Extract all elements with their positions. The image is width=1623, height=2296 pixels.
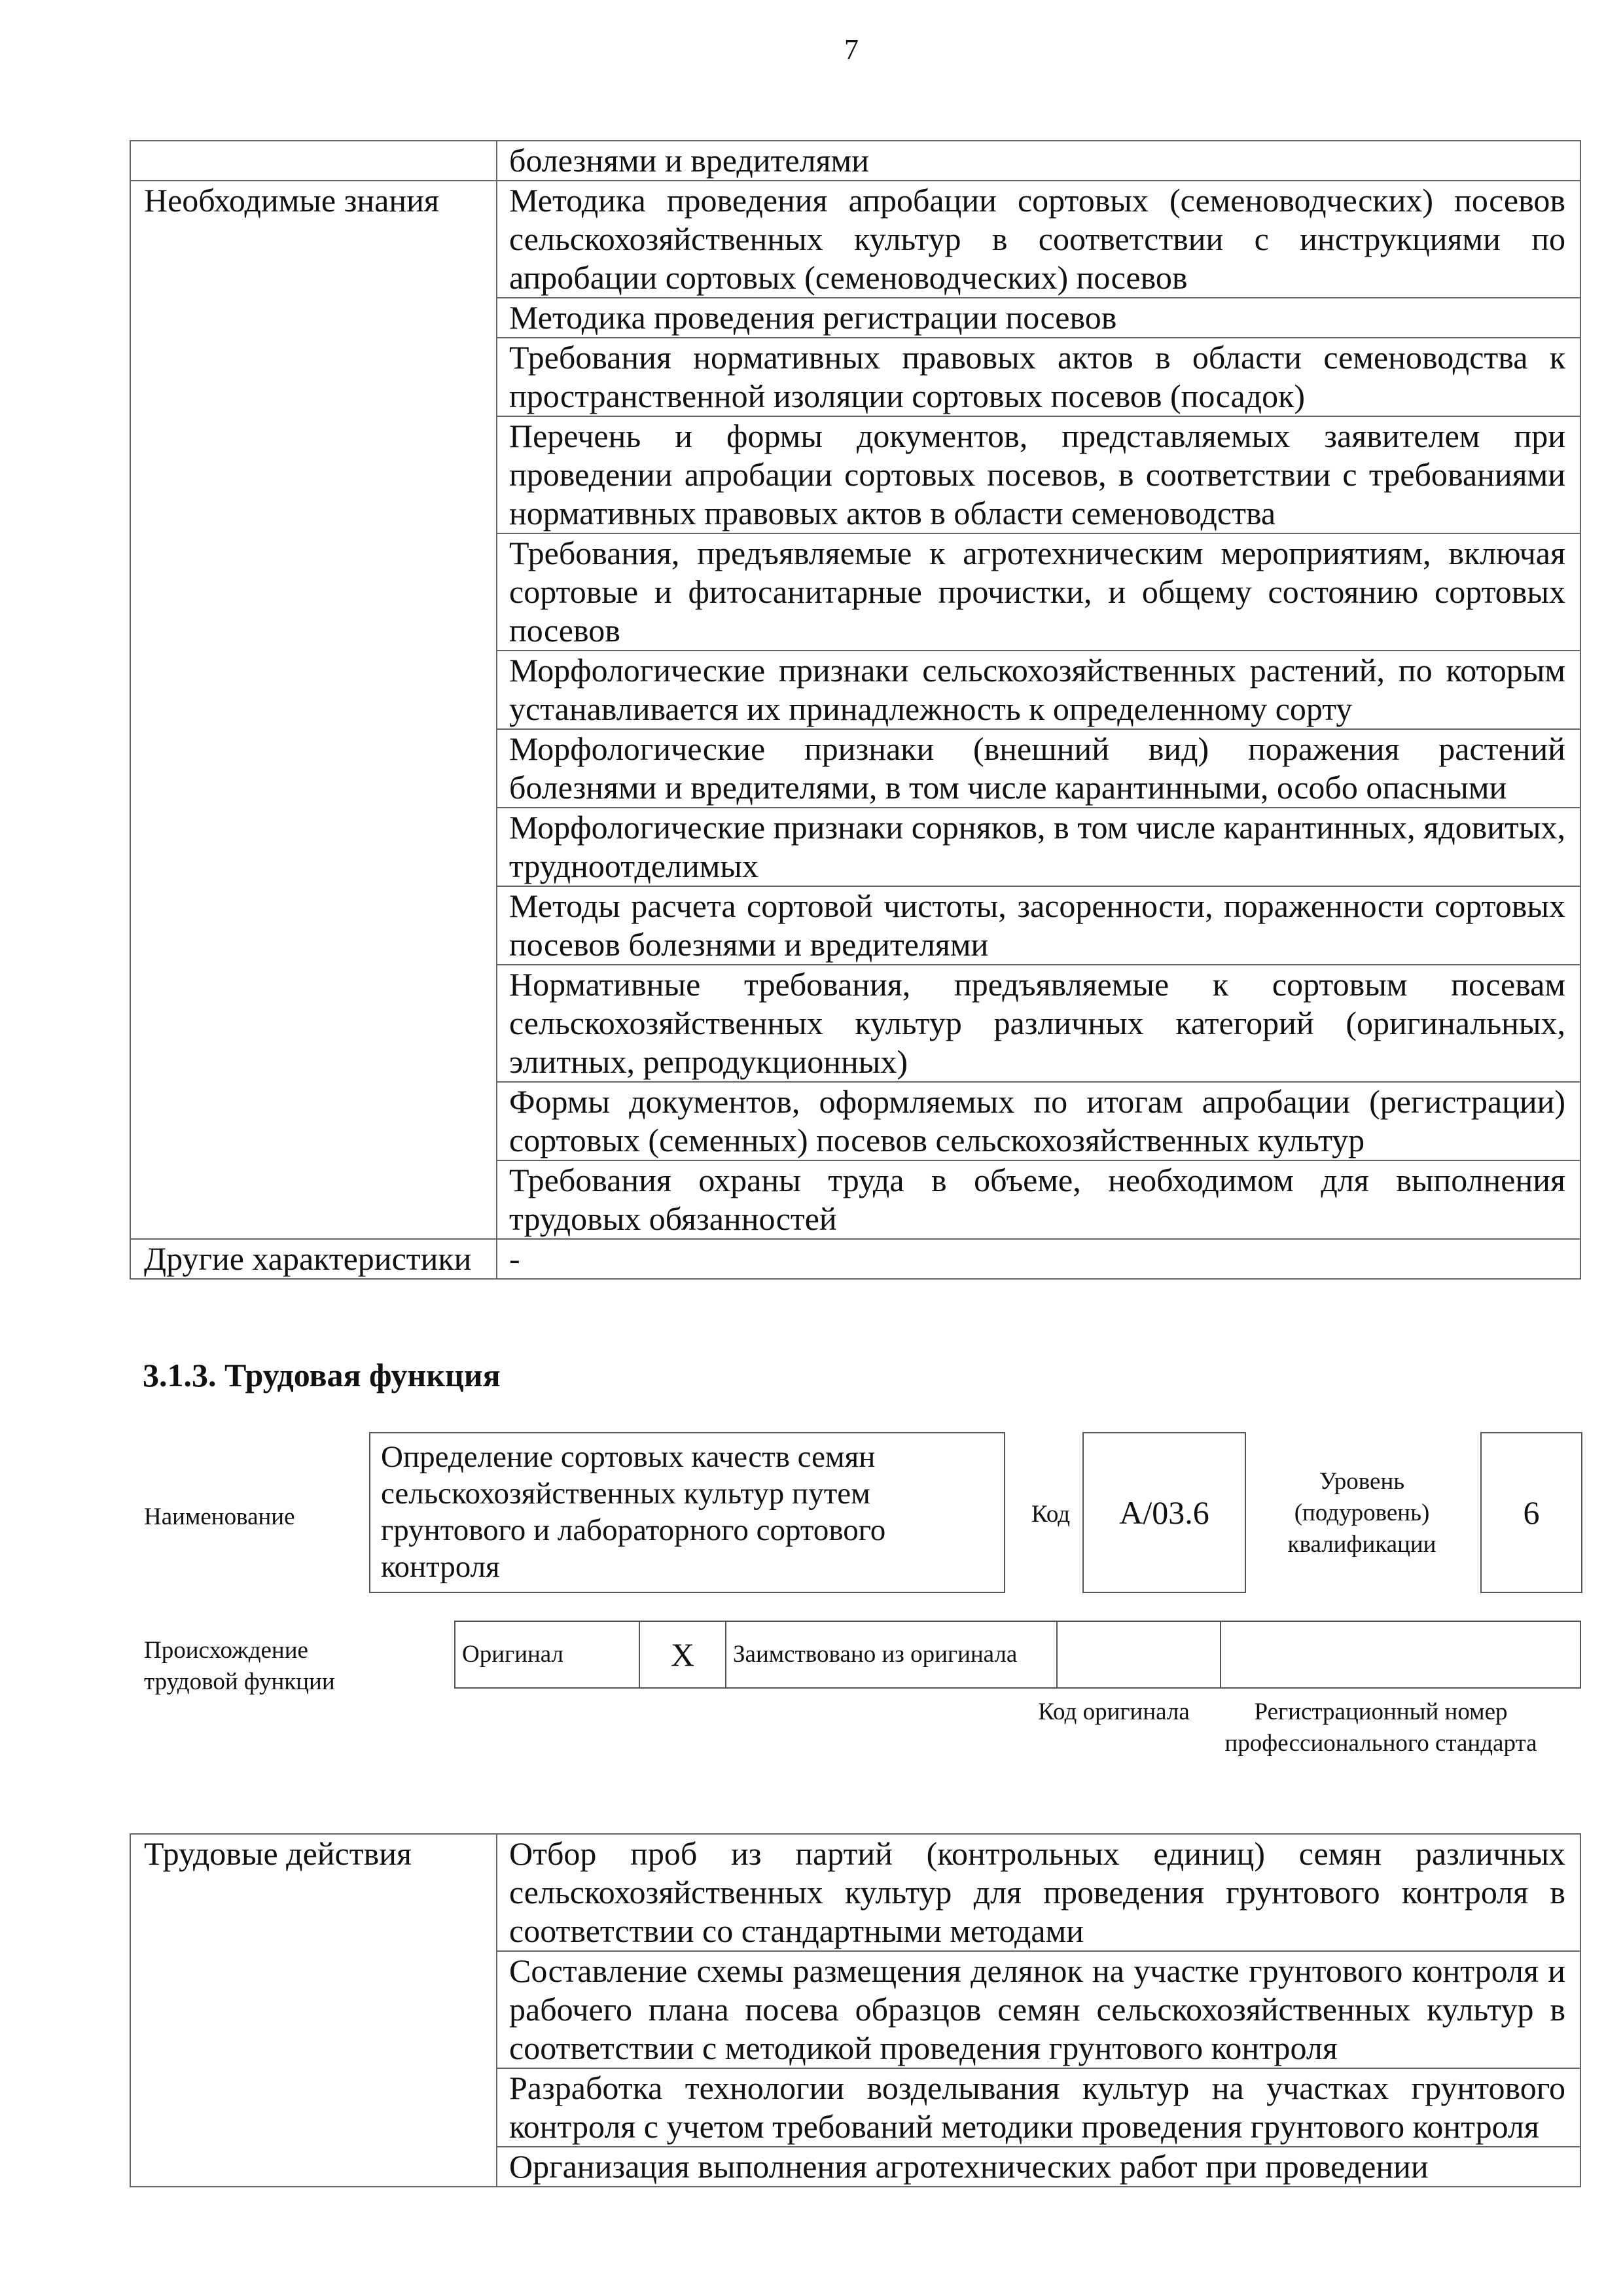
knowledge-item: Формы документов, оформляемых по итогам апробации (регистрации) сортовых (семенных) посевов сельскохозяйственных культур — [497, 1082, 1580, 1160]
actions-label: Трудовые действия — [130, 1834, 497, 2187]
original-label: Оригинал — [455, 1621, 639, 1688]
section-heading: 3.1.3. Трудовая функция — [143, 1357, 501, 1393]
action-item: Отбор проб из партий (контрольных единиц) семян различных сельскохозяйственных культур для проведения грунтового контроля в соответствии со стандартными методами — [497, 1834, 1580, 1951]
knowledge-item: Перечень и формы документов, представляемых заявителем при проведении апробации сортовых посевов, в соответствии с требованиями нормативных правовых актов в области семеноводства — [497, 416, 1580, 533]
other-characteristics-value: - — [497, 1239, 1580, 1279]
knowledge-item: Морфологические признаки сорняков, в том числе карантинных, ядовитых, трудноотделимых — [497, 808, 1580, 886]
knowledge-item: Требования, предъявляемые к агротехническим мероприятиям, включая сортовые и фитосанитарные прочистки, и общему состоянию сортовых посевов — [497, 533, 1580, 651]
table-row — [455, 1621, 1580, 1688]
code-original-cell — [1057, 1621, 1221, 1688]
knowledge-table — [130, 140, 1581, 1280]
table-row — [130, 1239, 1580, 1279]
other-characteristics-label: Другие характеристики — [130, 1239, 497, 1279]
page-number: 7 — [844, 33, 859, 65]
level-value-box: 6 — [1480, 1432, 1582, 1593]
table-row — [130, 181, 1580, 298]
knowledge-item: Требования охраны труда в объеме, необходимом для выполнения трудовых обязанностей — [497, 1160, 1580, 1239]
knowledge-item: Нормативные требования, предъявляемые к сортовым посевам сельскохозяйственных культур различных категорий (оригинальных, элитных, репродукционных) — [497, 965, 1580, 1082]
knowledge-item: Методы расчета сортовой чистоты, засоренности, пораженности сортовых посевов болезнями и вредителями — [497, 886, 1580, 965]
actions-table — [130, 1833, 1581, 2187]
original-mark: X — [639, 1621, 726, 1688]
function-name-box: Определение сортовых качеств семян сельскохозяйственных культур путем грунтового и лабораторного сортового контроля — [369, 1432, 1005, 1593]
knowledge-item: Методика проведения апробации сортовых (семеноводческих) посевов сельскохозяйственных культур в соответствии с инструкциями по апробации сортовых (семеноводческих) посевов — [497, 181, 1580, 298]
reg-number-caption: Регистрационный номер профессионального стандарта — [1224, 1698, 1537, 1757]
table-cell-empty — [130, 141, 497, 181]
knowledge-item: Морфологические признаки сельскохозяйственных растений, по которым устанавливается их принадлежность к определенному сорту — [497, 651, 1580, 729]
name-label: Наименование — [144, 1503, 295, 1530]
action-item: Составление схемы размещения делянок на участке грунтового контроля и рабочего плана посева образцов семян сельскохозяйственных культур в соответствии с методикой проведения грунтового контроля — [497, 1951, 1580, 2068]
table-row — [130, 1834, 1580, 1951]
origin-label: Происхождение трудовой функции — [144, 1637, 335, 1695]
origin-table — [454, 1621, 1581, 1689]
code-value-box: А/03.6 — [1082, 1432, 1246, 1593]
table-row — [130, 141, 1580, 181]
action-item: Разработка технологии возделывания культур на участках грунтового контроля с учетом требований методики проведения грунтового контроля — [497, 2068, 1580, 2147]
code-original-caption: Код оригинала — [1038, 1698, 1190, 1725]
level-label: Уровень (подуровень) квалификации — [1287, 1468, 1436, 1558]
knowledge-item: Требования нормативных правовых актов в области семеноводства к пространственной изоляции сортовых посевов (посадок) — [497, 338, 1580, 416]
knowledge-item: Морфологические признаки (внешний вид) поражения растений болезнями и вредителями, в том числе карантинными, особо опасными — [497, 729, 1580, 808]
reg-number-cell — [1221, 1621, 1580, 1688]
action-item: Организация выполнения агротехнических работ при проведении — [497, 2147, 1580, 2187]
knowledge-label: Необходимые знания — [130, 181, 497, 1239]
continuation-text: болезнями и вредителями — [497, 141, 1580, 181]
code-label: Код — [1031, 1501, 1071, 1528]
knowledge-item: Методика проведения регистрации посевов — [497, 298, 1580, 338]
borrowed-label: Заимствовано из оригинала — [726, 1621, 1057, 1688]
